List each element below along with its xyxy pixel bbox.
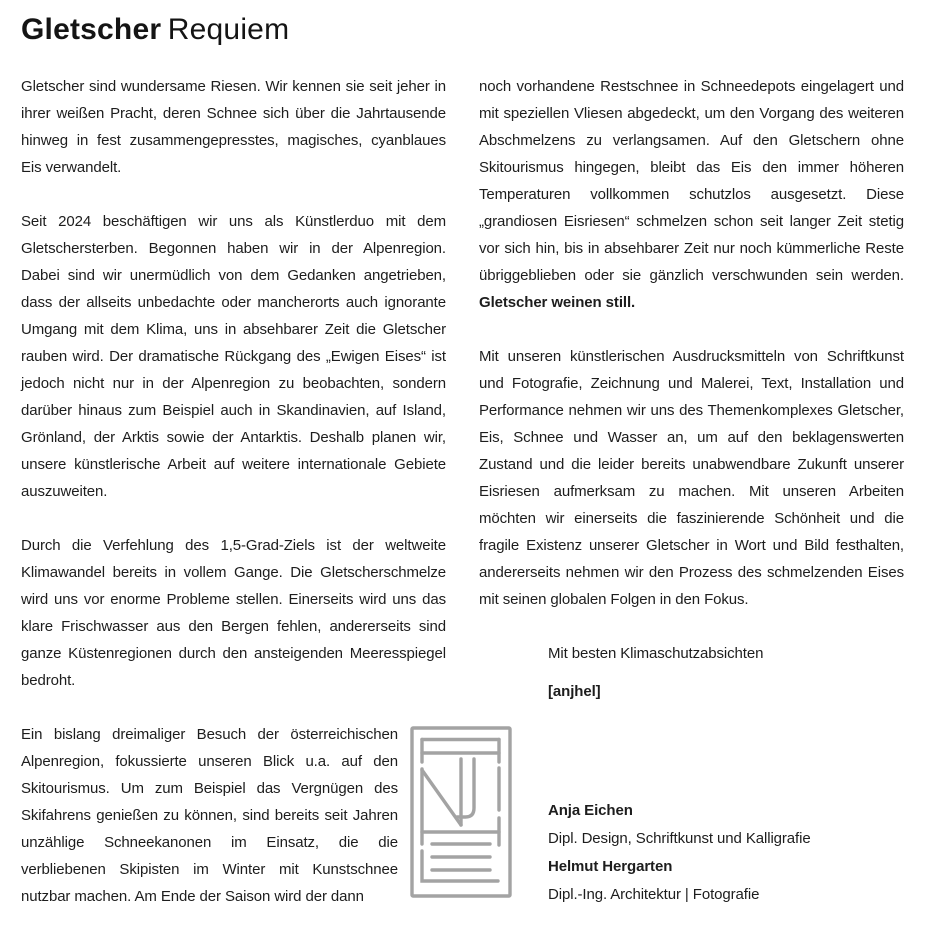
column-right-paragraphs — [479, 73, 904, 613]
credit-name-2: Helmut Hergarten — [548, 858, 673, 875]
page-title — [0, 12, 925, 48]
credit-role-1: Dipl. Design, Schriftkunst und Kalligrafie — [548, 830, 811, 847]
paragraph-bold-text: Gletscher weinen still. — [479, 294, 636, 311]
paragraph: Ein bislang dreimaliger Besuch der österreichischen Alpenregion, fokussierte unseren Blick u.a. auf den Skitourismus. Um zum Beispiel das Vergnügen des Skifahrens genießen zu können, sind bereits seit Jahren unzählige Schneekanonen im Einsatz, die die verbliebenen Skipisten im Winter mit Kunstschnee nutzbar machen. Am Ende der Saison wird der dann — [21, 726, 398, 905]
paragraph: noch vorhandene Restschnee in Schneedepots eingelagert und mit speziellen Vliesen abgedeckt, um den Vorgang des weiteren Abschmelzens zu verlangsamen. Auf den Gletschern ohne Skitourismus hingegen, bleibt das Eis den immer höheren Temperaturen vollkommen schutzlos ausgesetzt. Diese „grandiosen Eisriesen“ schmelzen schon seit langer Zeit stetig vor sich hin, bis in absehbarer Zeit nur noch kümmerliche Reste übriggeblieben oder sie gänzlich verschwunden sein werden. Gletscher weinen still. — [479, 78, 904, 311]
credit-role-2: Dipl.-Ing. Architektur | Fotografie — [548, 886, 760, 903]
column-left — [21, 73, 446, 925]
title-regular: Requiem — [167, 13, 290, 46]
anjhel-monogram-logo-icon — [410, 726, 513, 900]
credit-name-1: Anja Eichen — [548, 802, 633, 819]
credits-block — [548, 797, 811, 909]
title-bold: Gletscher — [21, 13, 162, 46]
paragraph: Seit 2024 beschäftigen wir uns als Künstlerduo mit dem Gletschersterben. Begonnen haben wir in der Alpenregion. Dabei sind wir unermüdlich von dem Gedanken angetrieben, dass der allseits unbedachte oder mancherorts auch ignorante Umgang mit dem Klima, uns in absehbarer Zeit die Gletscher rauben wird. Der dramatische Rückgang des „Ewigen Eises“ ist jedoch nicht nur in der Alpenregion zu beobachten, sondern darüber hinaus zum Beispiel auch in Skandinavien, auf Island, Grönland, der Arktis sowie der Antarktis. Deshalb planen wir, unsere künstlerische Arbeit auf weitere internationale Gebiete auszuweiten. — [21, 213, 446, 500]
paragraph: Gletscher sind wundersame Riesen. Wir kennen sie seit jeher in ihrer weißen Pracht, deren Schnee sich über die Jahrtausende hinweg in fest zusammengepresstes, magisches, cyanblaues Eis verwandelt. — [21, 78, 446, 176]
signoff-greeting: Mit besten Klimaschutzabsichten — [548, 645, 764, 662]
paragraph: Durch die Verfehlung des 1,5-Grad-Ziels ist der weltweite Klimawandel bereits in vollem Gange. Die Gletscherschmelze wird uns vor enorme Probleme stellen. Einerseits wird uns das klare Frischwasser aus den Bergen fehlen, andererseits sind ganze Küstenregionen durch den ansteigenden Meeresspiegel bedroht. — [21, 537, 446, 689]
signoff-signature: [anjhel] — [548, 683, 601, 700]
paragraph: Mit unseren künstlerischen Ausdrucksmitteln von Schriftkunst und Fotografie, Zeichnung und Malerei, Text, Installation und Performance nehmen wir uns des Themenkomplexes Gletscher, Eis, Schnee und Wasser an, um auf den beklagenswerten Zustand und die leider bereits unabwendbare Zukunft unserer Eisriesen aufmerksam zu machen. Mit unseren Arbeiten möchten wir einerseits die faszinierende Schönheit und die fragile Existenz unserer Gletscher in Wort und Bild festhalten, andererseits nehmen wir den Prozess des schmelzenden Eises mit seinen globalen Folgen in den Fokus. — [479, 348, 904, 608]
